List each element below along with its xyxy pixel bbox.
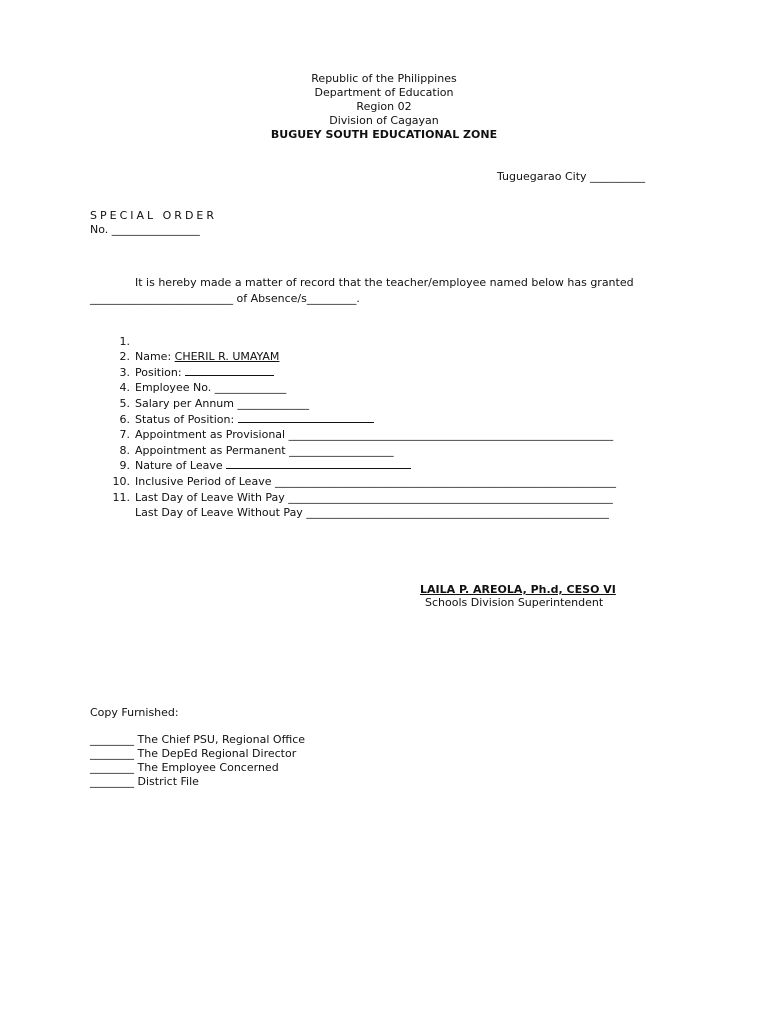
list-item-number: 3. bbox=[119, 365, 130, 379]
letterhead-line-zone: BUGUEY SOUTH EDUCATIONAL ZONE bbox=[270, 128, 498, 141]
signatory-name: LAILA P. AREOLA, Ph.d, CESO VI bbox=[420, 583, 616, 596]
list-item-number: 11. bbox=[112, 490, 130, 504]
list-item-label: Inclusive Period of Leave ______________________________________________________________ bbox=[135, 474, 616, 488]
list-item-text bbox=[135, 458, 411, 474]
copy-furnished-heading: Copy Furnished: bbox=[90, 706, 179, 719]
list-item-label: Nature of Leave bbox=[135, 459, 227, 473]
copy-furnished-recipient: ________ District File bbox=[90, 775, 199, 788]
list-item-text bbox=[135, 365, 274, 381]
list-item-label: Last Day of Leave With Pay ___________________________________________________________ bbox=[135, 490, 613, 504]
order-number: No. ________________ bbox=[90, 223, 200, 236]
letterhead-line-division: Division of Cagayan bbox=[329, 114, 439, 127]
list-item-number: 8. bbox=[119, 443, 130, 457]
list-item bbox=[108, 318, 280, 364]
body-paragraph-line-1: It is hereby made a matter of record that the teacher/employee named below has granted bbox=[135, 276, 634, 289]
signatory-title: Schools Division Superintendent bbox=[425, 596, 604, 609]
list-item-label: Appointment as Provisional ___________________________________________________________ bbox=[135, 428, 614, 442]
list-item-text bbox=[135, 349, 279, 365]
list-item-number: 10. bbox=[112, 474, 130, 488]
copy-furnished-recipient: ________ The Employee Concerned bbox=[90, 761, 279, 774]
list-item-label: Appointment as Permanent ___________________ bbox=[135, 443, 394, 457]
place-date-line: Tuguegarao City __________ bbox=[497, 170, 646, 183]
list-item-number: 9. bbox=[119, 459, 130, 473]
letterhead bbox=[234, 72, 534, 142]
position-blank-line bbox=[185, 365, 274, 376]
list-item-number: 1. bbox=[119, 334, 130, 348]
list-item-number: 2. bbox=[119, 350, 130, 364]
list-item-label: Last Day of Leave Without Pay _______________________________________________________ bbox=[135, 506, 609, 520]
copy-furnished-recipient: ________ The DepEd Regional Director bbox=[90, 747, 297, 760]
body-paragraph-line-2: __________________________ of Absence/s_________. bbox=[90, 292, 360, 305]
employee-name-value: CHERIL R. UMAYAM bbox=[174, 350, 280, 364]
letterhead-line-region: Region 02 bbox=[356, 100, 412, 113]
details-list bbox=[108, 318, 616, 520]
status-blank-line bbox=[238, 412, 374, 423]
list-item-text bbox=[135, 412, 374, 428]
list-item-label: Status of Position: bbox=[135, 412, 238, 426]
copy-furnished-recipient: ________ The Chief PSU, Regional Office bbox=[90, 733, 306, 746]
letterhead-line-department: Department of Education bbox=[314, 86, 454, 99]
list-item-label: Employee No. _____________ bbox=[135, 381, 287, 395]
list-item-number: 7. bbox=[119, 428, 130, 442]
nature-blank-line bbox=[226, 458, 411, 469]
letterhead-line-country: Republic of the Philippines bbox=[311, 72, 457, 85]
list-item-number: 5. bbox=[119, 396, 130, 410]
list-item bbox=[108, 427, 227, 473]
list-item-label: Position: bbox=[135, 365, 186, 379]
order-title: SPECIAL ORDER bbox=[90, 209, 218, 222]
list-item-number: 6. bbox=[119, 412, 130, 426]
list-item-label: Name: bbox=[135, 350, 175, 364]
list-item-label: Salary per Annum _____________ bbox=[135, 396, 309, 410]
list-item-number: 4. bbox=[119, 381, 130, 395]
